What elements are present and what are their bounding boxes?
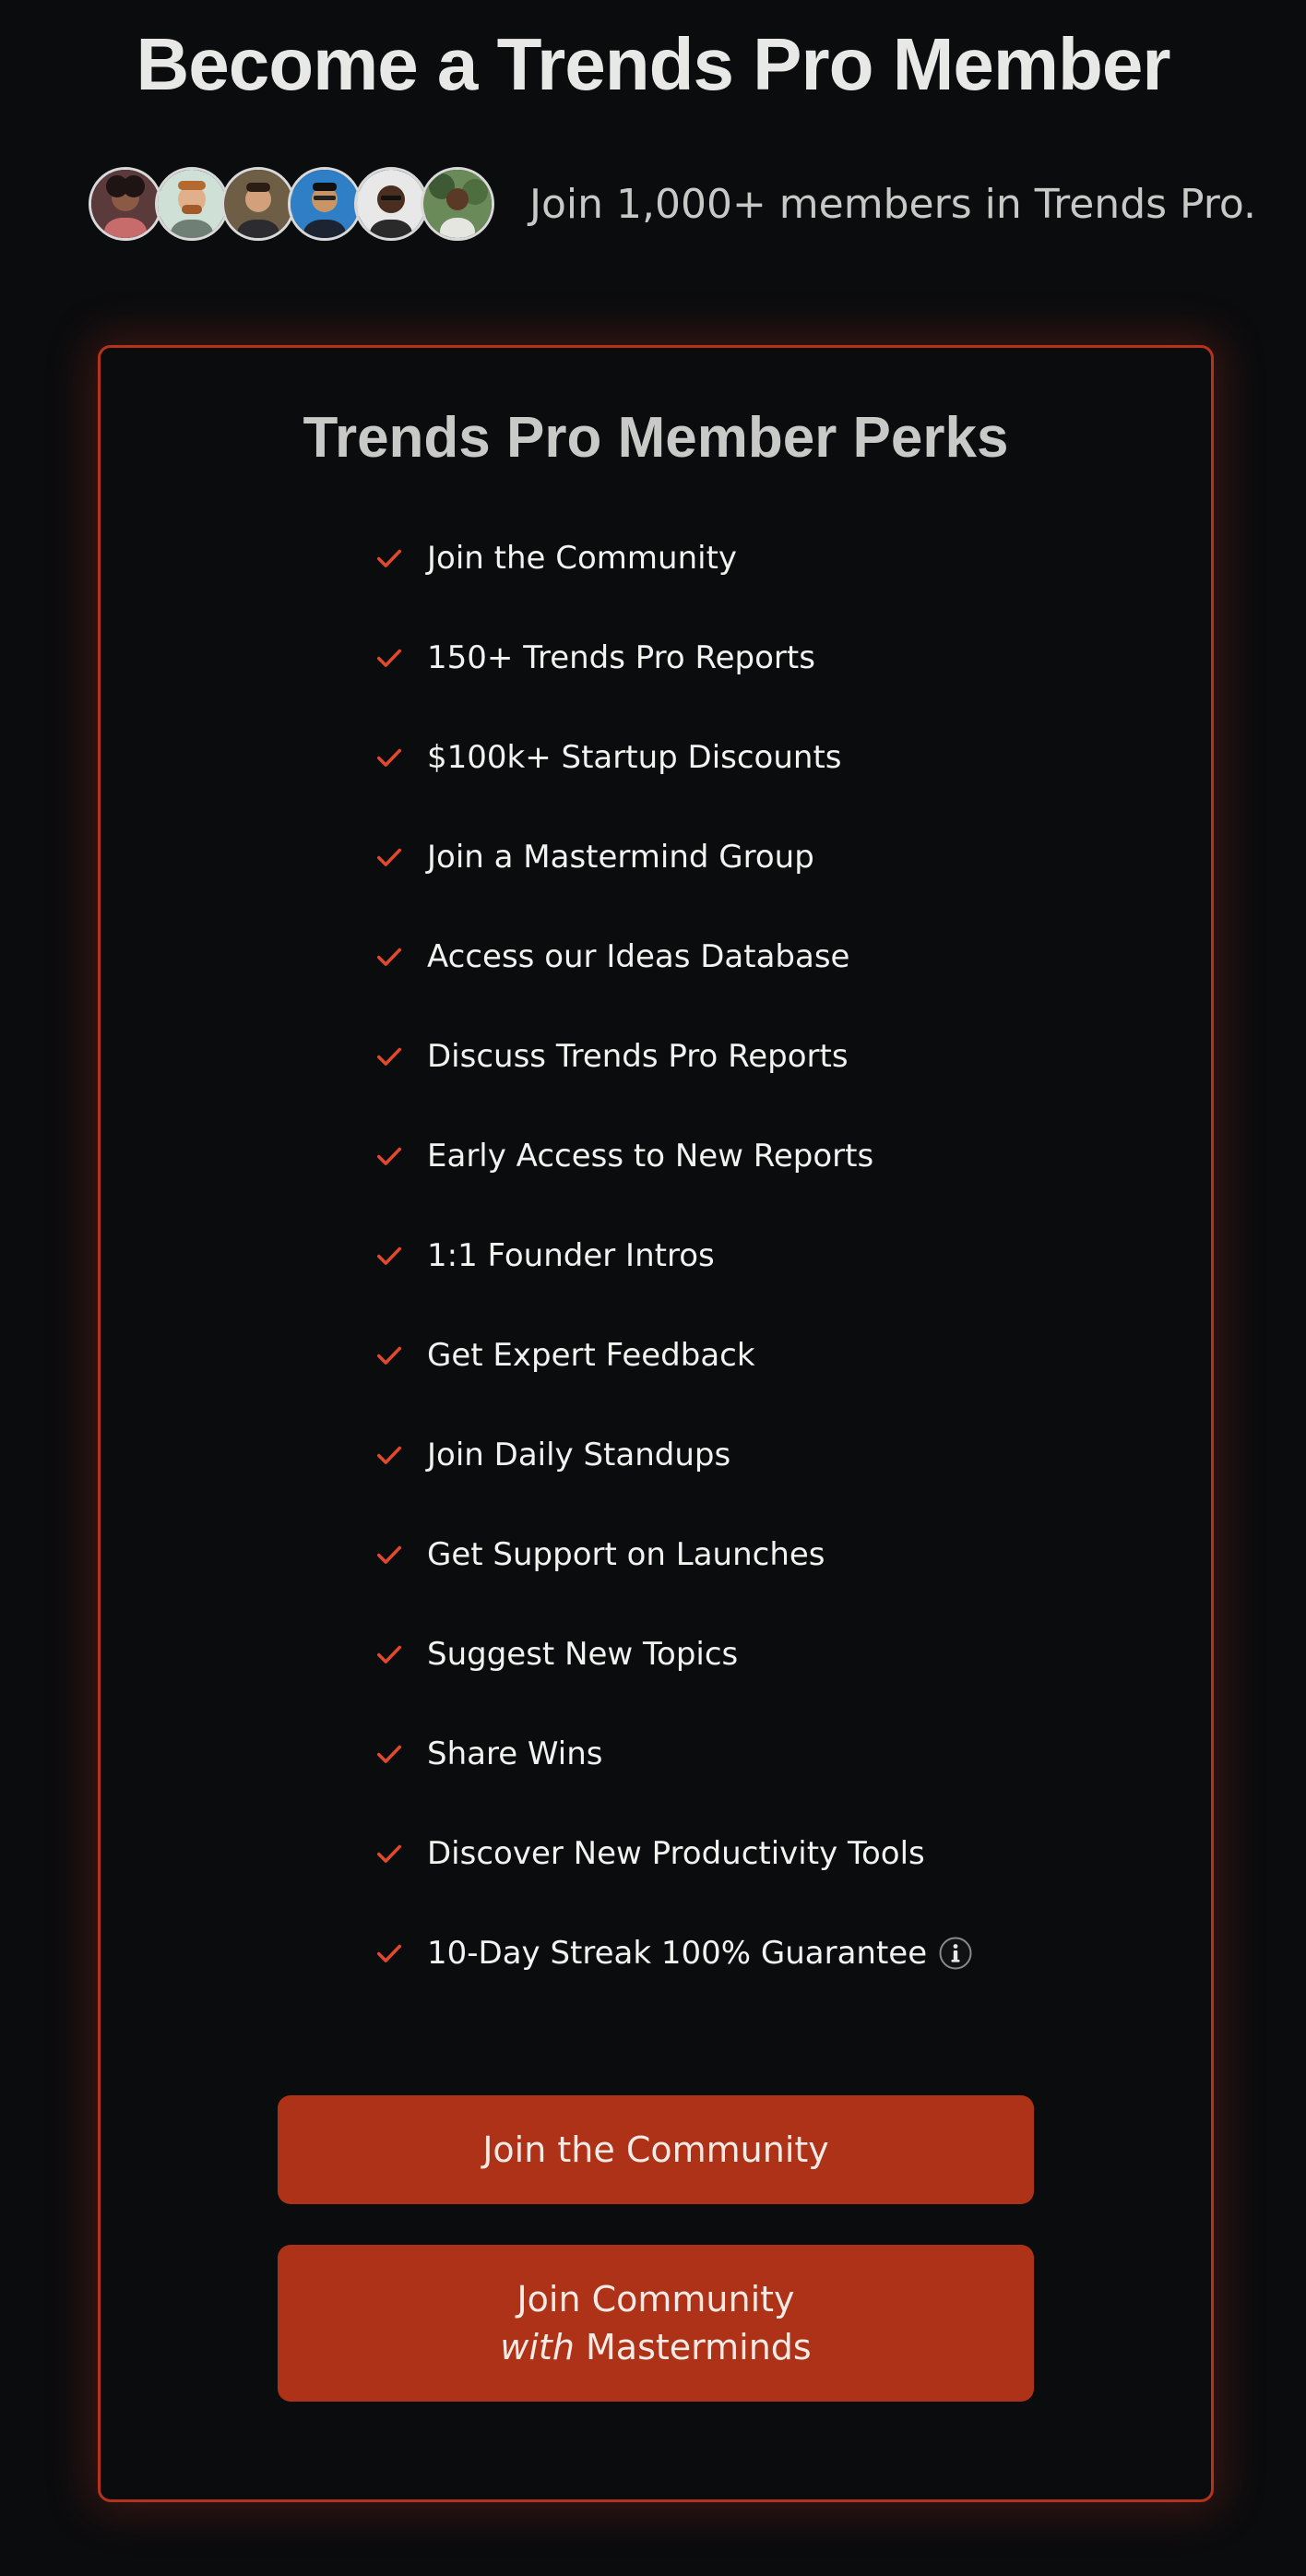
page-title: Become a Trends Pro Member	[136, 23, 1170, 105]
members-social-proof	[89, 166, 1256, 242]
list-item	[375, 1405, 973, 1505]
avatar	[288, 167, 362, 241]
check-icon	[375, 1142, 403, 1170]
perk-label: 10-Day Streak 100% Guarantee	[427, 1935, 928, 1972]
list-item	[375, 608, 973, 708]
list-item	[375, 1804, 973, 1903]
perk-label: Get Expert Feedback	[427, 1337, 755, 1374]
avatar	[421, 167, 494, 241]
list-item	[375, 1704, 973, 1804]
perk-label: Join a Mastermind Group	[427, 839, 814, 876]
check-icon	[375, 1541, 403, 1568]
perk-label: Access our Ideas Database	[427, 938, 850, 975]
list-item	[375, 1206, 973, 1306]
check-icon	[375, 1342, 403, 1369]
check-icon	[375, 943, 403, 971]
perk-label: 1:1 Founder Intros	[427, 1237, 715, 1274]
check-icon	[375, 744, 403, 771]
list-item	[375, 708, 973, 807]
check-icon	[375, 1441, 403, 1469]
avatar	[155, 167, 229, 241]
members-count-text: Join 1,000+ members in Trends Pro.	[529, 180, 1257, 228]
join-community-button[interactable]	[278, 2095, 1034, 2204]
list-item	[375, 1306, 973, 1405]
perk-label: Suggest New Topics	[427, 1636, 739, 1673]
info-icon[interactable]	[938, 1936, 973, 1971]
list-item	[375, 508, 973, 608]
check-icon	[375, 544, 403, 572]
avatar	[89, 167, 162, 241]
list-item	[375, 907, 973, 1007]
avatar	[354, 167, 428, 241]
perks-list	[375, 508, 973, 2003]
perk-label: Share Wins	[427, 1735, 603, 1772]
check-icon	[375, 1740, 403, 1768]
perk-label: Get Support on Launches	[427, 1536, 825, 1573]
check-icon	[375, 1242, 403, 1270]
list-item	[375, 1505, 973, 1604]
masterminds-button-line1: Join Community	[516, 2279, 795, 2320]
check-icon	[375, 1840, 403, 1867]
perk-label: Early Access to New Reports	[427, 1138, 874, 1175]
perks-card	[98, 345, 1214, 2502]
check-icon	[375, 1640, 403, 1668]
list-item	[375, 1604, 973, 1704]
check-icon	[375, 1939, 403, 1967]
perk-label: Join the Community	[427, 540, 738, 577]
member-avatars	[89, 167, 487, 241]
perk-label: Discover New Productivity Tools	[427, 1835, 925, 1872]
list-item	[375, 1007, 973, 1106]
list-item	[375, 807, 973, 907]
perk-label: Join Daily Standups	[427, 1437, 731, 1473]
perk-label: Discuss Trends Pro Reports	[427, 1038, 849, 1075]
masterminds-button-rest: Masterminds	[586, 2327, 812, 2367]
list-item	[375, 1106, 973, 1206]
masterminds-button-line2	[500, 2323, 811, 2371]
check-icon	[375, 1043, 403, 1070]
check-icon	[375, 843, 403, 871]
perk-label: $100k+ Startup Discounts	[427, 739, 842, 776]
perks-title: Trends Pro Member Perks	[303, 406, 1009, 470]
avatar	[221, 167, 295, 241]
check-icon	[375, 644, 403, 672]
join-community-masterminds-button[interactable]	[278, 2245, 1034, 2402]
masterminds-button-emphasis: with	[500, 2327, 575, 2367]
perk-label: 150+ Trends Pro Reports	[427, 639, 815, 676]
join-community-button-label: Join the Community	[482, 2129, 829, 2170]
list-item	[375, 1903, 973, 2003]
